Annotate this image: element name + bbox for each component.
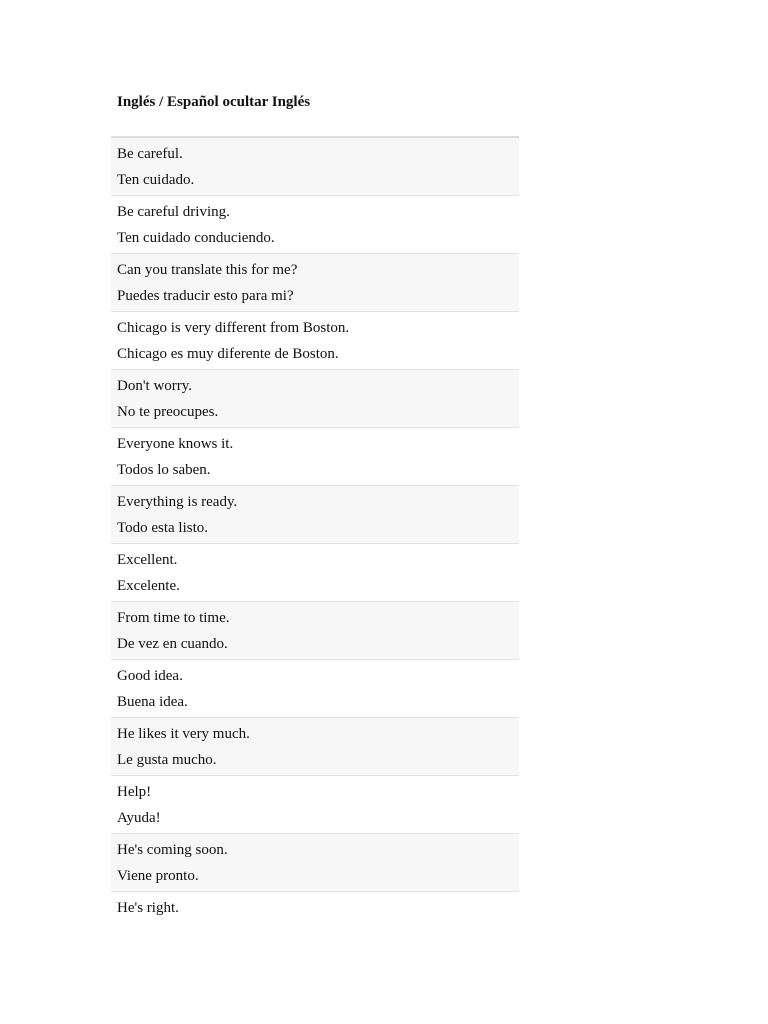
phrase-spanish: Viene pronto. <box>117 868 199 884</box>
phrase-spanish: No te preocupes. <box>117 404 219 420</box>
phrase-spanish: Chicago es muy diferente de Boston. <box>117 346 339 362</box>
phrase-spanish: Buena idea. <box>117 694 188 710</box>
phrase-row <box>111 254 519 312</box>
phrase-row <box>111 660 519 718</box>
phrase-english: He's coming soon. <box>117 842 228 858</box>
phrase-spanish: Ayuda! <box>117 810 161 826</box>
phrase-row <box>111 834 519 892</box>
phrase-english: Excellent. <box>117 552 178 568</box>
phrase-english: From time to time. <box>117 610 230 626</box>
phrase-english: Everything is ready. <box>117 494 238 510</box>
phrase-row <box>111 776 519 834</box>
phrase-row <box>111 312 519 370</box>
phrase-spanish: Todo esta listo. <box>117 520 209 536</box>
phrase-english: Chicago is very different from Boston. <box>117 320 350 336</box>
phrase-row <box>111 428 519 486</box>
phrase-table <box>111 136 519 922</box>
phrase-english: Good idea. <box>117 668 183 684</box>
phrase-english: Don't worry. <box>117 378 193 394</box>
phrase-row <box>111 544 519 602</box>
phrase-spanish: Le gusta mucho. <box>117 752 217 768</box>
phrase-english: Be careful. <box>117 146 183 162</box>
phrase-english: Everyone knows it. <box>117 436 234 452</box>
phrase-spanish: Excelente. <box>117 578 180 594</box>
phrase-spanish: Todos lo saben. <box>117 462 211 478</box>
phrase-english: Be careful driving. <box>117 204 230 220</box>
phrase-english: He's right. <box>117 900 179 916</box>
phrase-spanish: De vez en cuando. <box>117 636 228 652</box>
phrase-row <box>111 892 519 922</box>
phrase-row <box>111 486 519 544</box>
phrase-english: He likes it very much. <box>117 726 250 742</box>
phrase-row <box>111 370 519 428</box>
phrase-row <box>111 138 519 196</box>
phrase-spanish: Puedes traducir esto para mi? <box>117 288 294 304</box>
phrase-row <box>111 196 519 254</box>
phrase-spanish: Ten cuidado. <box>117 172 195 188</box>
phrase-english: Can you translate this for me? <box>117 262 298 278</box>
phrase-english: Help! <box>117 784 152 800</box>
page-title: Inglés / Español ocultar Inglés <box>117 94 311 110</box>
phrase-row <box>111 718 519 776</box>
phrase-row <box>111 602 519 660</box>
phrase-spanish: Ten cuidado conduciendo. <box>117 230 275 246</box>
